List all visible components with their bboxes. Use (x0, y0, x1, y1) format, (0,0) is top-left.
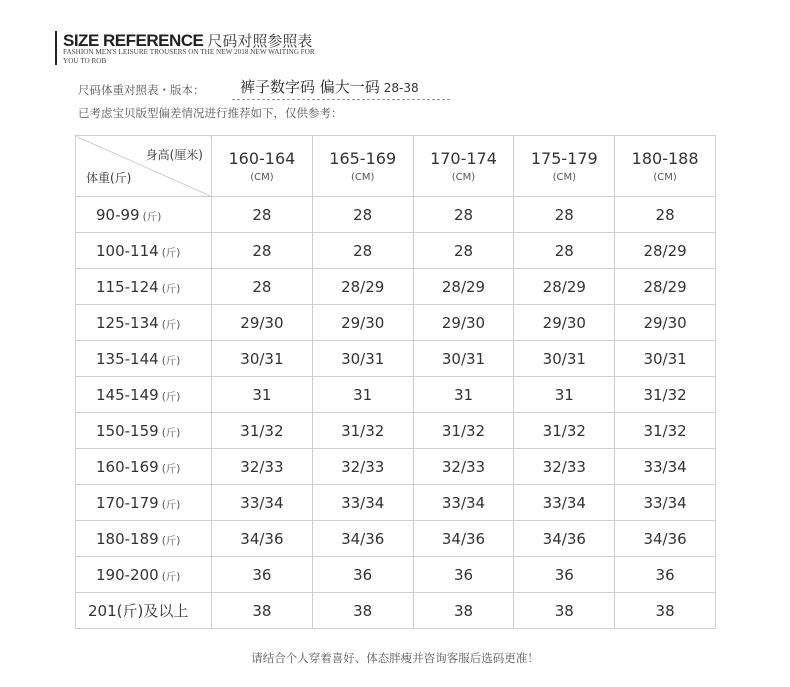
size-cell: 32/33 (312, 449, 413, 485)
size-cell: 28/29 (615, 269, 716, 305)
weight-unit: (斤) (161, 319, 181, 331)
weight-range: 180-189 (96, 530, 159, 548)
size-cell: 33/34 (413, 485, 514, 521)
size-cell: 28 (212, 233, 313, 269)
size-cell: 30/31 (212, 341, 313, 377)
size-cell: 33/34 (615, 485, 716, 521)
size-cell: 30/31 (413, 341, 514, 377)
corner-height-label: 身高(厘米) (145, 148, 203, 162)
weight-range: 190-200 (96, 566, 159, 584)
weight-cell (76, 557, 212, 593)
size-cell: 28 (312, 233, 413, 269)
size-cell: 29/30 (212, 305, 313, 341)
size-cell: 31/32 (212, 413, 313, 449)
column-range: 170-174 (430, 148, 497, 168)
size-cell: 33/34 (514, 485, 615, 521)
column-header (212, 136, 313, 197)
weight-unit: (斤) (161, 463, 181, 475)
size-cell: 34/36 (312, 521, 413, 557)
size-cell: 31/32 (514, 413, 615, 449)
weight-cell (76, 521, 212, 557)
size-cell: 28/29 (312, 269, 413, 305)
weight-cell (76, 269, 212, 305)
weight-range: 201(斤)及以上 (88, 602, 189, 620)
weight-range: 115-124 (96, 278, 159, 296)
column-range: 165-169 (329, 148, 397, 168)
weight-unit: (斤) (161, 571, 181, 583)
weight-cell (76, 593, 212, 629)
size-cell: 31 (413, 377, 514, 413)
weight-unit: (斤) (161, 499, 181, 511)
weight-cell (76, 305, 212, 341)
size-cell: 38 (212, 593, 313, 629)
size-cell: 28/29 (615, 233, 716, 269)
size-cell: 34/36 (615, 521, 716, 557)
size-cell: 28 (212, 197, 313, 233)
corner-cell (76, 136, 212, 197)
size-cell: 28 (312, 197, 413, 233)
weight-cell (76, 341, 212, 377)
weight-range: 135-144 (96, 350, 159, 368)
size-cell: 32/33 (413, 449, 514, 485)
size-cell: 33/34 (312, 485, 413, 521)
column-unit: (CM) (552, 171, 576, 183)
column-unit: (CM) (250, 171, 274, 183)
table-row (76, 197, 716, 233)
table-row (76, 305, 716, 341)
subtitle (63, 48, 383, 66)
version-label: 尺码体重对照表・版本： (78, 83, 205, 97)
weight-cell (76, 485, 212, 521)
weight-unit: (斤) (142, 211, 162, 223)
table-row (76, 233, 716, 269)
size-cell: 31/32 (413, 413, 514, 449)
table-row (76, 377, 716, 413)
size-cell: 34/36 (413, 521, 514, 557)
size-cell: 29/30 (615, 305, 716, 341)
version-range: 28-38 (383, 81, 419, 95)
column-header (514, 136, 615, 197)
size-cell: 28 (413, 233, 514, 269)
weight-range: 100-114 (96, 242, 159, 260)
table-row (76, 485, 716, 521)
size-cell: 36 (514, 557, 615, 593)
table-row (76, 593, 716, 629)
column-unit: (CM) (653, 171, 677, 183)
weight-range: 150-159 (96, 422, 159, 440)
size-cell: 28 (413, 197, 514, 233)
title-cn: 尺码对照参照表 (207, 32, 313, 50)
footer-note: 请结合个人穿着喜好、体态胖瘦并咨询客服后选码更准！ (251, 651, 539, 665)
weight-unit: (斤) (161, 535, 181, 547)
column-unit: (CM) (350, 171, 375, 183)
size-cell: 38 (413, 593, 514, 629)
header-bar (55, 31, 57, 65)
column-header (312, 136, 413, 197)
weight-range: 160-169 (96, 458, 159, 476)
weight-cell (76, 449, 212, 485)
size-cell: 28 (212, 269, 313, 305)
table-row (76, 341, 716, 377)
column-range: 175-179 (530, 148, 598, 168)
size-cell: 28/29 (514, 269, 615, 305)
weight-range: 90-99 (96, 206, 140, 224)
weight-unit: (斤) (161, 427, 181, 439)
column-header (413, 136, 514, 197)
weight-cell (76, 197, 212, 233)
table-row (76, 269, 716, 305)
column-range: 160-164 (228, 148, 296, 168)
column-unit: (CM) (451, 171, 476, 183)
table-row (76, 449, 716, 485)
table-row (76, 557, 716, 593)
column-range: 180-188 (631, 148, 699, 168)
size-cell: 32/33 (212, 449, 313, 485)
table-row (76, 521, 716, 557)
size-cell: 29/30 (514, 305, 615, 341)
size-cell: 33/34 (212, 485, 313, 521)
size-cell: 36 (413, 557, 514, 593)
size-cell: 28 (514, 197, 615, 233)
size-cell: 30/31 (615, 341, 716, 377)
size-cell: 38 (514, 593, 615, 629)
corner-weight-label: 体重(斤) (86, 171, 132, 185)
table-header-row (76, 136, 716, 197)
size-cell: 34/36 (514, 521, 615, 557)
size-cell: 28 (514, 233, 615, 269)
weight-range: 145-149 (96, 386, 159, 404)
weight-unit: (斤) (161, 283, 181, 295)
weight-cell (76, 413, 212, 449)
size-cell: 32/33 (514, 449, 615, 485)
version-box (232, 76, 450, 100)
recommendation-note: 已考虑宝贝版型偏差情况进行推荐如下，仅供参考： (78, 106, 343, 120)
subtitle-line-1: FASHION MEN'S LEISURE TROUSERS ON THE NEW 2018 NEW WAITING FOR (63, 48, 315, 56)
size-cell: 30/31 (514, 341, 615, 377)
size-cell: 31/32 (615, 413, 716, 449)
size-cell: 29/30 (312, 305, 413, 341)
size-cell: 34/36 (212, 521, 313, 557)
size-cell: 31 (212, 377, 313, 413)
size-cell: 30/31 (312, 341, 413, 377)
size-cell: 36 (312, 557, 413, 593)
size-cell: 38 (312, 593, 413, 629)
title-en: SIZE REFERENCE (63, 31, 204, 50)
size-cell: 33/34 (615, 449, 716, 485)
size-cell: 31 (312, 377, 413, 413)
weight-cell (76, 377, 212, 413)
size-cell: 28/29 (413, 269, 514, 305)
size-cell: 31 (514, 377, 615, 413)
subtitle-line-2: YOU TO ROB (63, 57, 107, 65)
weight-unit: (斤) (161, 247, 181, 259)
size-cell: 31/32 (312, 413, 413, 449)
weight-cell (76, 233, 212, 269)
size-cell: 28 (615, 197, 716, 233)
size-cell: 36 (212, 557, 313, 593)
size-cell: 38 (615, 593, 716, 629)
column-header (615, 136, 716, 197)
size-cell: 29/30 (413, 305, 514, 341)
weight-range: 170-179 (96, 494, 159, 512)
size-cell: 36 (615, 557, 716, 593)
size-table (75, 135, 716, 629)
version-value: 裤子数字码 偏大一码 (240, 78, 380, 96)
weight-unit: (斤) (161, 355, 181, 367)
weight-range: 125-134 (96, 314, 159, 332)
size-cell: 31/32 (615, 377, 716, 413)
table-row (76, 413, 716, 449)
weight-unit: (斤) (161, 391, 181, 403)
